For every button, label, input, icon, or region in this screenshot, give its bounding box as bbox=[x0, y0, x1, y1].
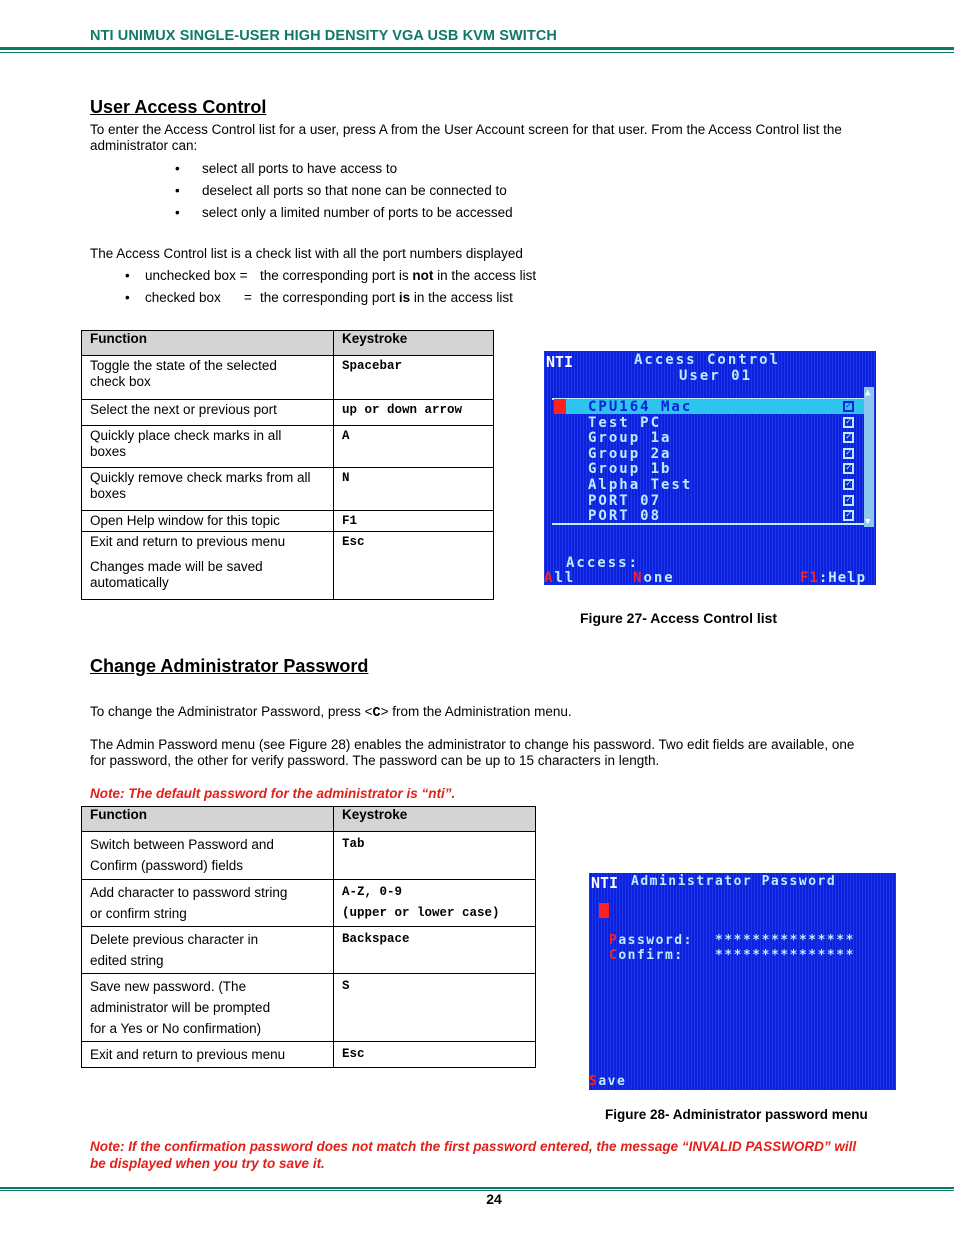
keystroke-cell bbox=[334, 880, 536, 927]
table-row bbox=[82, 832, 536, 880]
check-item-desc bbox=[260, 289, 513, 306]
check-item-desc-bold: not bbox=[412, 268, 434, 283]
intro-line-1: To enter the Access Control list for a user, press A from the User Account screen for that user. From the Access Control list the bbox=[90, 122, 842, 137]
function-cell bbox=[82, 468, 334, 511]
keystroke-line: S bbox=[342, 979, 350, 993]
header-rule bbox=[0, 47, 954, 53]
intro-line-2: administrator can: bbox=[90, 138, 198, 153]
check-item-desc-pre: the corresponding port bbox=[260, 290, 399, 305]
confirm-hotkey: C bbox=[609, 948, 619, 963]
nti-logo: NTI bbox=[546, 353, 574, 371]
function-line: Select the next or previous port bbox=[90, 402, 277, 417]
keystroke-line: A-Z, 0-9 bbox=[342, 885, 403, 899]
table-row bbox=[82, 511, 494, 532]
figure-27-caption: Figure 27- Access Control list bbox=[580, 610, 778, 626]
option-none[interactable] bbox=[633, 570, 675, 585]
table-header-row bbox=[82, 331, 494, 356]
checkbox-checked-icon[interactable]: ✓ bbox=[843, 495, 854, 506]
screen-title: Access Control bbox=[634, 352, 781, 368]
access-list-item[interactable]: Alpha Test bbox=[588, 477, 693, 493]
table-row bbox=[82, 1042, 536, 1068]
password-field[interactable]: *************** bbox=[715, 933, 855, 948]
confirm-field[interactable]: *************** bbox=[715, 948, 855, 963]
help-text: :Help bbox=[818, 570, 867, 585]
keystroke-cell bbox=[334, 1042, 536, 1068]
function-cell bbox=[82, 880, 334, 927]
para1-key: C bbox=[372, 706, 381, 721]
function-line: automatically bbox=[90, 575, 169, 590]
function-line: edited string bbox=[90, 953, 164, 968]
save-option[interactable] bbox=[589, 1074, 626, 1089]
function-line: Switch between Password and bbox=[90, 837, 274, 852]
table-header-function: Function bbox=[82, 331, 334, 356]
table-row bbox=[82, 880, 536, 927]
check-item-equals: = bbox=[244, 290, 252, 305]
bullet-item bbox=[175, 160, 575, 177]
bullet-dot: • bbox=[175, 205, 180, 220]
checkbox-checked-icon[interactable]: ✓ bbox=[843, 510, 854, 521]
bullet-item bbox=[175, 204, 575, 221]
password-label-text: assword: bbox=[618, 933, 693, 948]
help-hotkey: F1 bbox=[800, 570, 819, 585]
keystroke-line: Esc bbox=[342, 1047, 365, 1061]
check-item-label: checked box bbox=[145, 290, 221, 305]
bullet-text: select all ports to have access to bbox=[202, 161, 398, 176]
access-list-item[interactable]: Group 2a bbox=[588, 445, 672, 462]
check-item-label: unchecked box = bbox=[145, 268, 248, 283]
check-item-desc bbox=[260, 267, 536, 284]
checkbox-checked-icon[interactable]: ✓ bbox=[843, 401, 854, 412]
screen-subtitle: User 01 bbox=[679, 368, 753, 384]
confirm-label-text: onfirm: bbox=[618, 948, 684, 963]
option-all[interactable] bbox=[544, 570, 575, 585]
function-cell bbox=[82, 356, 334, 400]
table-header-function: Function bbox=[82, 807, 334, 832]
access-list-item[interactable]: PORT 07 bbox=[588, 492, 662, 509]
function-line: boxes bbox=[90, 486, 127, 501]
access-control-keystroke-table bbox=[81, 330, 494, 600]
figure-28-caption: Figure 28- Administrator password menu bbox=[605, 1107, 868, 1122]
keystroke-cell: A bbox=[334, 426, 494, 468]
keystroke-line: (upper or lower case) bbox=[342, 906, 500, 920]
function-line: Confirm (password) fields bbox=[90, 858, 244, 873]
screen-title: Administrator Password bbox=[631, 874, 837, 889]
checkbox-checked-icon[interactable]: ✓ bbox=[843, 432, 854, 443]
keystroke-cell bbox=[334, 974, 536, 1042]
option-all-hotkey: A bbox=[544, 570, 555, 585]
section-title-change-admin-password: Change Administrator Password bbox=[90, 656, 369, 676]
function-cell bbox=[82, 400, 334, 426]
bullet-dot: • bbox=[175, 161, 180, 176]
function-line: Delete previous character in bbox=[90, 932, 259, 947]
check-item-desc-pre: the corresponding port is bbox=[260, 268, 413, 283]
function-line: Save new password. (The bbox=[90, 979, 247, 994]
function-cell bbox=[82, 832, 334, 880]
page-number: 24 bbox=[486, 1191, 502, 1207]
bullet-dot: • bbox=[125, 290, 130, 305]
function-line: check box bbox=[90, 374, 151, 389]
checklist-intro: The Access Control list is a check list with all the port numbers displayed bbox=[90, 246, 523, 261]
function-line: Add character to password string bbox=[90, 885, 288, 900]
function-line: or confirm string bbox=[90, 906, 187, 921]
function-line: Quickly remove check marks from all bbox=[90, 470, 311, 485]
access-label: Access: bbox=[566, 555, 640, 571]
keystroke-cell: N bbox=[334, 468, 494, 511]
table-row bbox=[82, 532, 494, 600]
keystroke-cell: Esc bbox=[334, 532, 494, 600]
table-header-keystroke: Keystroke bbox=[334, 807, 536, 832]
function-cell bbox=[82, 426, 334, 468]
cursor-block bbox=[554, 399, 566, 414]
checkbox-checked-icon[interactable]: ✓ bbox=[843, 448, 854, 459]
access-list-item[interactable]: Group 1b bbox=[588, 461, 672, 478]
admin-password-screen-figure bbox=[589, 873, 896, 1090]
function-cell bbox=[82, 1042, 334, 1068]
scroll-down-arrow-icon[interactable]: ▼ bbox=[865, 517, 871, 527]
document-header-title: NTI UNIMUX SINGLE-USER HIGH DENSITY VGA USB KVM SWITCH bbox=[90, 28, 558, 44]
scroll-up-arrow-icon[interactable]: ▲ bbox=[865, 388, 871, 398]
function-cell bbox=[82, 532, 334, 600]
password-hotkey: P bbox=[609, 933, 619, 948]
admin-password-keystroke-table bbox=[81, 806, 536, 1068]
check-item-desc-bold: is bbox=[398, 290, 411, 305]
table-header-keystroke: Keystroke bbox=[334, 331, 494, 356]
help-option[interactable] bbox=[800, 570, 866, 585]
admin-password-para-2-line-1: The Admin Password menu (see Figure 28) enables the administrator to change his password. Two edit fields are available, one bbox=[90, 737, 855, 752]
function-line: boxes bbox=[90, 444, 127, 459]
invalid-password-note-line-1: Note: If the confirmation password does not match the first password entered, the message “INVALID PASSWORD” will bbox=[90, 1139, 857, 1154]
function-line: for a Yes or No confirmation) bbox=[90, 1021, 262, 1036]
bullet-text: deselect all ports so that none can be connected to bbox=[202, 183, 507, 198]
function-cell bbox=[82, 974, 334, 1042]
check-item-desc-post: in the access list bbox=[433, 268, 537, 283]
save-text: ave bbox=[598, 1074, 627, 1089]
para1-pre: To change the Administrator Password, press < bbox=[90, 704, 373, 719]
keystroke-cell: Spacebar bbox=[334, 356, 494, 400]
checkbox-checked-icon[interactable]: ✓ bbox=[843, 417, 854, 428]
function-line: Open Help window for this topic bbox=[90, 513, 280, 528]
default-password-note: Note: The default password for the administrator is “nti”. bbox=[90, 786, 456, 801]
access-list-item[interactable]: Test PC bbox=[588, 414, 662, 431]
keystroke-line: Backspace bbox=[342, 932, 410, 946]
access-list-item[interactable]: Group 1a bbox=[588, 430, 672, 447]
function-line: Exit and return to previous menu bbox=[90, 534, 286, 549]
bullet-dot: • bbox=[175, 183, 180, 198]
scrollbar[interactable] bbox=[864, 387, 874, 527]
function-line: Exit and return to previous menu bbox=[90, 1047, 286, 1062]
option-none-text: one bbox=[643, 570, 675, 585]
confirm-field-label bbox=[609, 948, 684, 963]
section-title-user-access-control: User Access Control bbox=[90, 97, 267, 117]
admin-password-para-1 bbox=[90, 703, 572, 722]
cursor-block bbox=[599, 903, 609, 918]
access-list-item[interactable]: CPU164 Mac bbox=[588, 399, 693, 415]
keystroke-cell: F1 bbox=[334, 511, 494, 532]
table-row bbox=[82, 468, 494, 511]
option-all-text: ll bbox=[554, 570, 576, 585]
keystroke-cell bbox=[334, 832, 536, 880]
password-field-label bbox=[609, 933, 693, 948]
table-row bbox=[82, 426, 494, 468]
bullet-text: select only a limited number of ports to be accessed bbox=[202, 205, 513, 220]
save-hotkey: S bbox=[589, 1074, 599, 1089]
check-item-desc-post: in the access list bbox=[410, 290, 513, 305]
function-line: administrator will be prompted bbox=[90, 1000, 271, 1015]
access-list-item[interactable]: PORT 08 bbox=[588, 508, 662, 525]
para1-post: > from the Administration menu. bbox=[380, 704, 572, 719]
option-none-hotkey: N bbox=[633, 570, 644, 585]
function-cell bbox=[82, 927, 334, 974]
keystroke-line: Tab bbox=[342, 837, 365, 851]
table-row bbox=[82, 356, 494, 400]
table-row bbox=[82, 927, 536, 974]
table-row bbox=[82, 974, 536, 1042]
table-row bbox=[82, 400, 494, 426]
function-spacer bbox=[90, 550, 325, 559]
table-header-row bbox=[82, 807, 536, 832]
bullet-item bbox=[175, 182, 575, 199]
bullet-dot: • bbox=[125, 268, 130, 283]
checkbox-checked-icon[interactable]: ✓ bbox=[843, 463, 854, 474]
function-line: Toggle the state of the selected bbox=[90, 358, 277, 373]
invalid-password-note-line-2: be displayed when you try to save it. bbox=[90, 1156, 325, 1171]
function-line: Quickly place check marks in all bbox=[90, 428, 282, 443]
keystroke-cell: up or down arrow bbox=[334, 400, 494, 426]
checkbox-checked-icon[interactable]: ✓ bbox=[843, 479, 854, 490]
nti-logo: NTI bbox=[591, 874, 619, 892]
function-line: Changes made will be saved bbox=[90, 559, 263, 574]
function-cell bbox=[82, 511, 334, 532]
admin-password-para-2-line-2: for password, the other for verify password. The password can be up to 15 characters in length. bbox=[90, 753, 660, 768]
keystroke-cell bbox=[334, 927, 536, 974]
access-control-screen-figure bbox=[544, 351, 876, 585]
